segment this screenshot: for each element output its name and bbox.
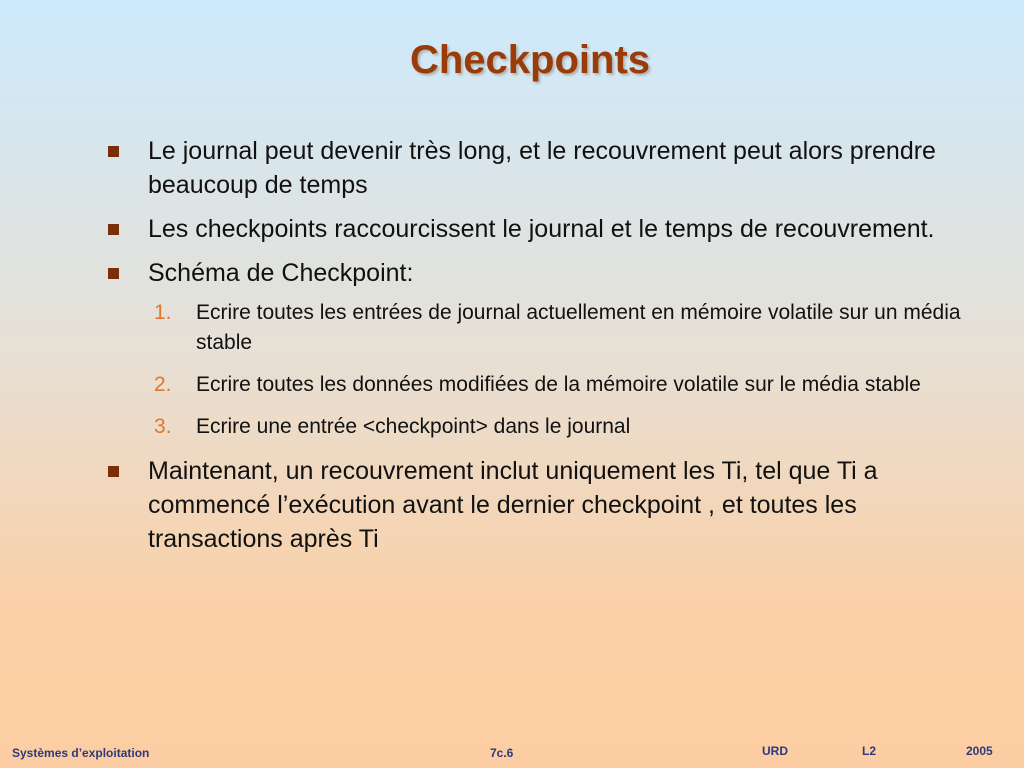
step-text: Ecrire toutes les données modifiées de la mémoire volatile sur le média stable	[196, 373, 921, 396]
footer-year: 2005	[966, 744, 993, 758]
square-bullet-icon	[108, 146, 119, 157]
step-number: 3.	[154, 415, 172, 438]
bullet-text: Schéma de Checkpoint:	[148, 259, 414, 287]
step-item	[104, 370, 984, 400]
step-number: 1.	[154, 301, 172, 324]
slide-title: Checkpoints	[409, 38, 651, 82]
bullet-item	[104, 134, 984, 202]
square-bullet-icon	[108, 224, 119, 235]
footer-course: Systèmes d’exploitation	[12, 746, 150, 760]
bullet-text: Le journal peut devenir très long, et le recouvrement peut alors prendre beaucoup de temps	[148, 137, 936, 199]
bullet-item	[104, 256, 984, 290]
bullet-text: Les checkpoints raccourcissent le journal et le temps de recouvrement.	[148, 215, 935, 243]
step-text: Ecrire une entrée <checkpoint> dans le journal	[196, 415, 631, 438]
footer-page-number: 7c.6	[490, 746, 514, 760]
bullet-item	[104, 212, 984, 246]
bullet-text: Maintenant, un recouvrement inclut uniquement les Ti, tel que Ti a commencé l’exécution avant le dernier checkpoint , et toutes les transactions après Ti	[148, 457, 878, 553]
step-item	[104, 412, 984, 442]
step-item	[104, 298, 984, 358]
square-bullet-icon	[108, 268, 119, 279]
slide-content	[104, 134, 984, 566]
step-number: 2.	[154, 373, 172, 396]
footer-org: URD	[762, 744, 788, 758]
bullet-item	[104, 454, 984, 556]
step-text: Ecrire toutes les entrées de journal actuellement en mémoire volatile sur un média stable	[196, 301, 961, 354]
square-bullet-icon	[108, 466, 119, 477]
checkpoint-steps-list	[104, 298, 984, 442]
footer-level: L2	[862, 744, 877, 758]
